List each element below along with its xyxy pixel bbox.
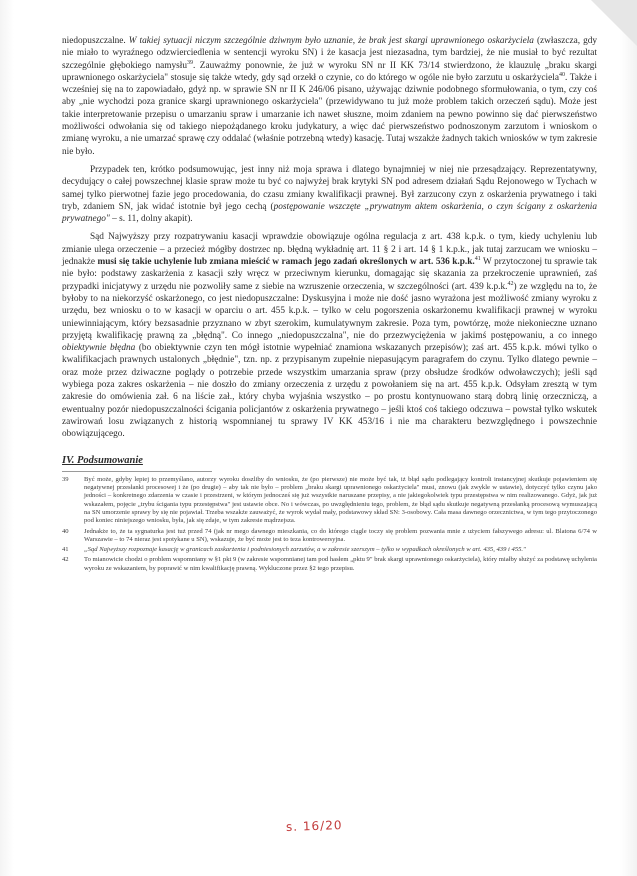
footnote — [62, 528, 597, 545]
page-corner-fold — [591, 0, 637, 46]
text-run: . Także i wcześniej się na to zapowiadało, gdyż np. w sprawie SN nr II K 246/06 pisano, używając dziwnie podobnego sformułowania, o tym, czy coś aby „nie wychodzi poza granice skargi uprawnionego oskarżyciela" (przewidywano tu już może problem takich orzeczeń sądu). Może jest takie interpretowanie przepisu o umarzaniu spraw i umarzanie ich nawet słuszne, moim zdaniem na pewno powinno się dać pierwszeństwo możliwości odwołania się od takiego niepożądanego kroku judykatury, a więc dać pierwszeństwo podnoszonym zarzutom i wnioskom o zmianę wyroku, a nie umarzać sprawę czy oddalać (właśnie potrzebną wtedy) kasację. Tutaj wszakże żadnych takich wniosków w tym zakresie nie było. — [62, 72, 597, 157]
footnote-text: „Sąd Najwyższy rozpoznaje kasację w granicach zaskarżenia i podniesionych zarzutów, a w zakresie szerszym – tylko w wypadkach określonych w art. 435, 439 i 455." — [84, 546, 526, 554]
footnote-number: 40 — [62, 527, 69, 535]
footnote-number: 42 — [62, 556, 69, 564]
text-run: obiektywnie błędna — [62, 343, 136, 354]
body-paragraph — [62, 164, 597, 225]
footnotes — [62, 471, 597, 573]
text-run: . Zauważmy ponownie, że już w wyroku SN nr II KK 73/14 stwierdzono, że klauzulę „braku skargi uprawnionego oskarżyciela" stosuje się także wtedy, gdy sąd orzekł o czynie, co do którego w ogóle nie było zarzutu u oskarżyciela — [62, 60, 597, 83]
document-body — [62, 35, 597, 575]
text-run: (zwłaszcza, gdy nie miało to wyraźnego odzwierciedlenia w sentencji wyroku SN) i że kasacja jest niezasadna, tym bardziej, że nie musiał to być rezultat szczególnie głębokiego namysłu — [62, 36, 598, 71]
text-run: musi się takie uchylenie lub zmiana mieścić w ramach jego zadań określonych w art. 536 k.p.k. — [97, 257, 475, 268]
text-run: Sąd Najwyższy przy rozpatrywaniu kasacji wprawdzie obowiązuje ogólna regulacja z art. 438 k.p.k. o tym, kiedy uchyleniu lub zmianie ulega orzeczenie – a przecież mógłby dostrzec np. błędną wykładnię art. 11 § 2 i art. 14 § 1 k.p.k., jak tutaj zarzucam we wniosku – jednakże — [62, 232, 597, 268]
footnote — [62, 556, 597, 573]
footnote-number: 39 — [62, 475, 69, 483]
body-paragraph — [62, 35, 597, 158]
footnote-text: To mianowicie chodzi o problem wspomniany w §1 pkt 9 (w zakresie wspomnianej tam pod hasłem „pktu 9" brak skargi uprawnionego oskarżyciela), który miałby służyć za podstawę uchylenia wyroku ze wskazaniem, by poprawić w nim kwalifikację prawną. Wykluczone przez §2 tego przepisu. — [84, 556, 597, 572]
text-run: Przypadek ten, krótko podsumowując, jest inny niż moja sprawa i dlatego bynajmniej w niej nie przesądzający. Reprezentatywny, decydujący o całej powszechnej klasie spraw może tu być co najwyżej brak krytyki SN pod adresem działań Sądu Rejonowego w Tychach w samej tylko pierwotnej fazie jego procedowania, do czasu zmiany kwalifikacji prawnej. Był zarzucony czyn z oskarżenia prywatnego i taki tryb, zdaniem SN, jak widać istotnie był jego cechą ( — [62, 164, 597, 212]
footnote-rule — [62, 471, 212, 472]
footnote — [62, 546, 597, 554]
handwritten-page-number: s. 16/20 — [285, 818, 343, 834]
footnote-text: Jednakże to, że ta sygnaturka jest tuż przed 74 (jak nr mego dawnego mieszkania, co do którego ciągle toczy się problem pozwania mnie z użyciem fałszywego adresu: ul. Blatona 6/74 w Warszawie – to 74 nieraz jest spotykane u SN), wskazuje, że być może jest to teza kontrowersyjna. — [84, 527, 597, 543]
footnote-ref: 42 — [507, 280, 514, 287]
footnote-list — [62, 476, 597, 573]
footnote — [62, 476, 597, 526]
footnote-text: Być może, gdyby lepiej to przemyślano, autorzy wyroku doszliby do wniosku, że (po pierwsze) nie może być tak, iż błąd sądu podlegający kontroli instancyjnej skutkuje pojawieniem się negatywnej przesłanki procesowej i że (po drugie) – aby tak nie było – problem „braku skargi uprawnionego oskarżyciela" musi, znowu (jak zwykle w ustawie), dotyczyć tylko czynu jako jedności – konkretnego zdarzenia w czasie i przestrzeni, w którym jednocześ się już wszystkie naruszane przepisy, a nie jakiegokolwiek typu przestępstwa w nim realizowanego. Gdyż, jak już wskazałem, pojęcie „trybu ścigania typu przestępstwa" jest ustawie obce. No i wówczas, po uwzględnieniu tego, problem, że błąd sądu skutkuje negatywną przesłanką procesową wymuszającą na SN umorzenie sprawy by się nie pojawiał. Trzeba wszakże zauważyć, że wyrok wydał mały, podstawowy skład SN: 3-osobowy. Cała masa dawnego orzecznictwa, w tym tego przytoczonego pod koniec niniejszego wniosku, była, jak się zdaje, w tym zakresie mądrzejsza. — [84, 475, 597, 525]
footnote-ref: 40 — [558, 71, 565, 78]
text-run: postępowanie wszczęte „prywatnym aktem oskarżenia, o czyn ścigany z oskarżenia prywatnego" — [62, 201, 597, 225]
text-run: W takiej sytuacji niczym szczególnie dziwnym było uznanie, że brak jest skargi uprawnionego oskarżyciela — [128, 36, 534, 46]
text-run: W przytoczonej tu sprawie tak nie było: podstawy zaskarżenia z kasacji szły wręcz w przeciwnym kierunku, domagając się skazania za przekroczenie uprawnień, zaś przypadki inicjatywy z urzędu nie pozwoliły same z siebie na wzruszenie orzeczenia, w szczególności (art. 439 k.p.k. — [62, 257, 598, 292]
footnote-number: 41 — [62, 546, 69, 554]
section-heading: IV. Podsumowanie — [62, 454, 143, 466]
text-run: (bo obiektywnie czyn ten mógł istotnie wypełniać znamiona wskazanych przepisów); zaś art. 455 k.p.k. mówi tylko o kwalifikacjach prawnych ustalonych „błędnie", tzn. np. z przypisanym zupełnie niepasującym paragrafem do czynu. Tylko dlatego pewnie – oraz może przez dziwaczne poglądy o potrzebie przede wszystkim umarzania spraw (przy obsłudze środków odwoławczych); jeśli sąd wybiega poza zakres oskarżenia – nie doszło do zmiany orzeczenia z urzędu z powołaniem się na art. 455 k.p.k. Odsyłam zresztą w tym zakresie do omówienia zał. 6 na liście zał., który chyba wyjaśnia wszystko – po prostu kontynuowano starą dobrą linię orzeczniczą, a ewentualny pozór niedopuszczalności ścigania policjantów z oskarżenia prywatnego – jeśli ktoś coś takiego odczuwa – powstał tylko wskutek zawirowań losu związanych z historią wspomnianej tu sprawy IV KK 453/16 i nie ma charakteru bezwzględnego i powszechnie obowiązującego. — [62, 343, 597, 440]
paragraph-list — [62, 35, 597, 441]
text-run: – s. 11, dolny akapit). — [109, 214, 193, 225]
footnote-ref: 41 — [474, 255, 481, 262]
body-paragraph — [62, 231, 597, 440]
text-run: niedopuszczalne. — [62, 36, 129, 46]
footnote-ref: 39 — [187, 59, 194, 66]
text-run: ) ze względu na to, że byłoby to na niekorzyść oskarżonego, co jest niedopuszczalne: Dyskusyjna i może nie dość jasno wyrażona jest możliwość zmiany wyroku z urzędu, bez wniosku o to w kasacji w oparciu o art. 455 k.p.k. – tylko w celu pogorszenia oskarżonemu kwalifikacji prawnej w wyroku uniewinniającym, który bezsasadnie przyznano w zbyt szerokim, kumulatywnym zakresie. Poza tym, powtórzę, może niekonieczne uznano przyjętą kwalifikację prawną za „błędną". Co innego „niedopuszczalna", nie do przezwyciężenia w jakimś postępowaniu, a co innego — [62, 281, 597, 341]
